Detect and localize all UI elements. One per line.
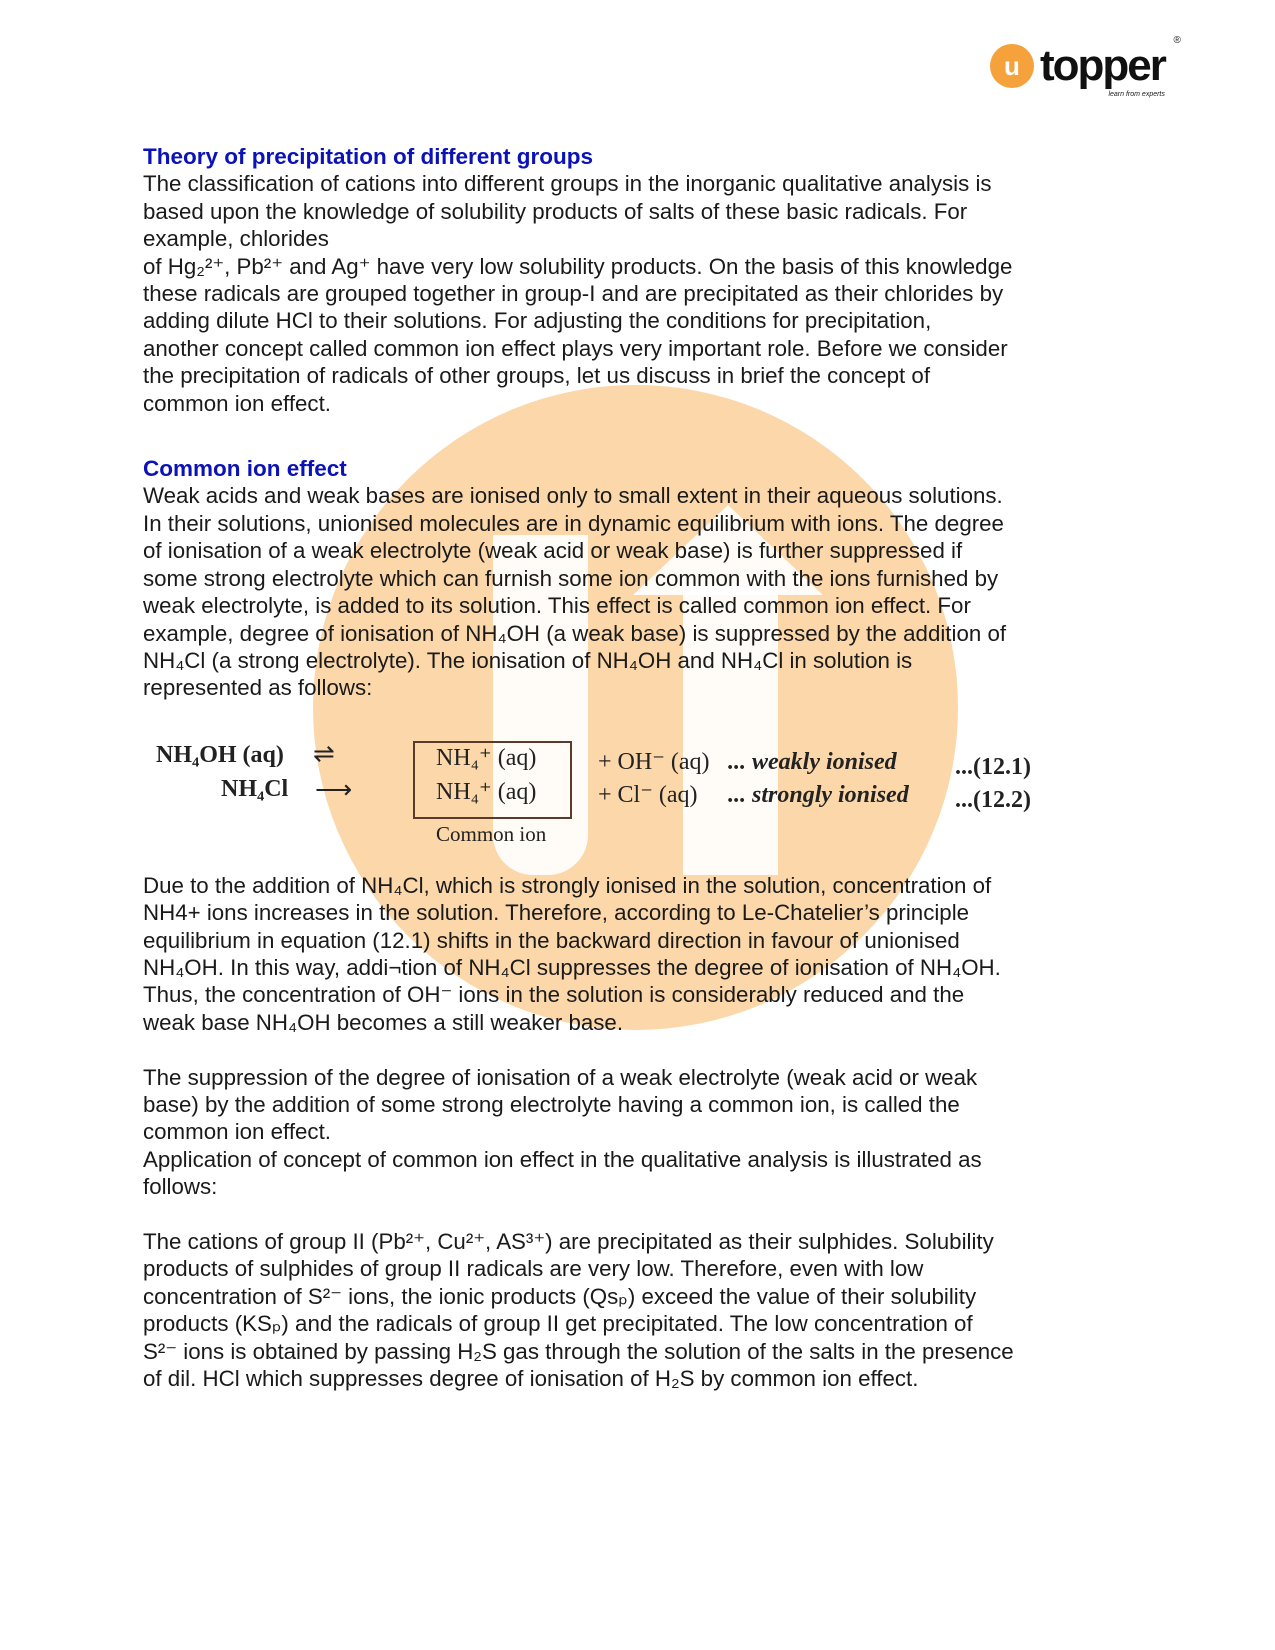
eq2-reactant: NH₄Cl (221, 775, 289, 802)
text-line: Due to the addition of NH₄Cl, which is strongly ionised in the solution, concentration of (143, 872, 992, 898)
paragraph (143, 872, 1143, 1036)
section-heading: Theory of precipitation of different groups (143, 144, 593, 169)
eq1-number: ...(12.1) (955, 753, 1031, 780)
text-line: concentration of S²⁻ ions, the ionic products (Qsₚ) exceed the value of their solubility (143, 1283, 977, 1309)
text-line: of dil. HCl which suppresses degree of ionisation of H₂S by common ion effect. (143, 1366, 919, 1391)
text-line: weak electrolyte, is added to its solution. This effect is called common ion effect. For (143, 593, 971, 619)
text-line: of Hg₂²⁺, Pb²⁺ and Ag⁺ have very low solubility products. On the basis of this knowledge (143, 253, 1013, 279)
text-line: example, degree of ionisation of NH₄OH (a weak base) is suppressed by the addition of (143, 620, 1007, 646)
text-line: equilibrium in equation (12.1) shifts in the backward direction in favour of unionised (143, 927, 960, 953)
text-line: Application of concept of common ion effect in the qualitative analysis is illustrated as (143, 1146, 982, 1172)
paragraph (143, 1064, 1143, 1201)
text-line: of ionisation of a weak electrolyte (weak acid or weak base) is further suppressed if (143, 538, 963, 564)
eq1-common-ion: NH₄⁺ (aq) (436, 744, 537, 771)
text-line: base) by the addition of some strong electrolyte having a common ion, is called the (143, 1091, 960, 1117)
paragraph (143, 1228, 1143, 1392)
text-line: The suppression of the degree of ionisation of a weak electrolyte (weak acid or weak (143, 1064, 978, 1090)
text-line: represented as follows: (143, 675, 373, 701)
text-line: The classification of cations into different groups in the inorganic qualitative analysis is (143, 171, 992, 197)
text-line: NH₄Cl (a strong electrolyte). The ionisation of NH₄OH and NH₄Cl in solution is (143, 647, 913, 673)
text-line: In their solutions, unionised molecules are in dynamic equilibrium with ions. The degree (143, 510, 1004, 536)
text-line: follows: (143, 1174, 218, 1200)
eq1-products: + OH⁻ (aq) (598, 748, 710, 775)
eq2-products: + Cl⁻ (aq) (598, 781, 698, 808)
text-line: based upon the knowledge of solubility products of salts of these basic radicals. For (143, 198, 968, 224)
logo-tagline: learn from experts (1108, 91, 1165, 98)
text-line: common ion effect. (143, 1119, 331, 1145)
right-arrow-icon: ⟶ (315, 774, 353, 804)
text-line: another concept called common ion effect plays very important role. Before we consider (143, 335, 1008, 361)
text-line: example, chlorides (143, 226, 329, 252)
topper-logo (990, 35, 1181, 98)
text-line: some strong electrolyte which can furnish some ion common with the ions furnished by (143, 565, 999, 591)
text-line: adding dilute HCl to their solutions. For adjusting the conditions for precipitation, (143, 308, 932, 334)
equilibrium-arrow-icon: ⇌ (313, 738, 335, 768)
common-ion-caption: Common ion (436, 821, 547, 846)
section-heading: Common ion effect (143, 456, 347, 482)
paragraph (143, 170, 1143, 417)
paragraph (143, 482, 1143, 701)
text-line: NH4+ ions increases in the solution. Therefore, according to Le-Chatelier’s principle (143, 900, 970, 926)
eq1-note: ... weakly ionised (728, 748, 897, 775)
eq2-common-ion: NH₄⁺ (aq) (436, 778, 537, 805)
text-line: common ion effect. (143, 390, 331, 416)
text-line: Weak acids and weak bases are ionised only to small extent in their aqueous solutions. (143, 483, 1003, 509)
eq2-note: ... strongly ionised (728, 781, 909, 808)
text-line: products of sulphides of group II radicals are very low. Therefore, even with low (143, 1256, 924, 1282)
text-line: the precipitation of radicals of other groups, let us discuss in brief the concept of (143, 363, 931, 389)
text-line: S²⁻ ions is obtained by passing H₂S gas through the solution of the salts in the presence (143, 1338, 1014, 1364)
text-line: NH₄OH. In this way, addi¬tion of NH₄Cl suppresses the degree of ionisation of NH₄OH. (143, 954, 1001, 980)
eq2-number: ...(12.2) (955, 786, 1031, 813)
registered-mark: ® (1173, 35, 1181, 46)
text-line: these radicals are grouped together in group-I and are precipitated as their chlorides by (143, 281, 1004, 307)
text-line: Thus, the concentration of OH⁻ ions in the solution is considerably reduced and the (143, 982, 965, 1008)
document-body (143, 143, 1143, 1392)
text-line: The cations of group II (Pb²⁺, Cu²⁺, AS³⁺) are precipitated as their sulphides. Solubility (143, 1228, 994, 1254)
logo-word: topper (1040, 41, 1165, 90)
text-line: products (KSₚ) and the radicals of group II get precipitated. The low concentration of (143, 1311, 973, 1337)
text-line: weak base NH₄OH becomes a still weaker base. (143, 1009, 624, 1035)
ionisation-equation (143, 732, 1143, 872)
logo-mark: u (990, 44, 1034, 88)
eq1-reactant: NH₄OH (aq) (156, 741, 284, 768)
